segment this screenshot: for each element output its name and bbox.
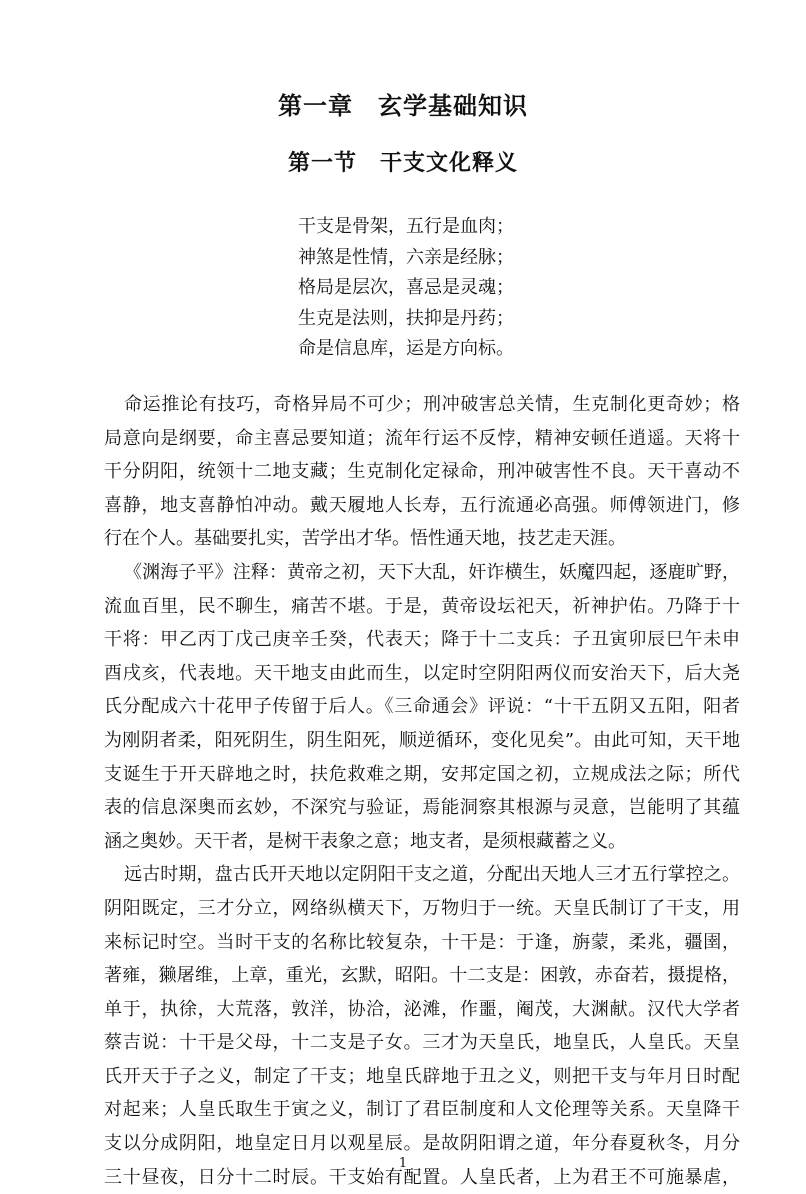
paragraph-line: 局意向是纲要，命主喜忌要知道；流年行运不反悖，精神安顿任逍遥。天将十	[104, 427, 740, 449]
paragraph-line: 《渊海子平》注释：黄帝之初，天下大乱，奸诈横生，妖魔四起，逐鹿旷野，	[124, 561, 740, 583]
paragraph-line: 流血百里，民不聊生，痛苦不堪。于是，黄帝设坛祀天，祈神护佑。乃降于十	[104, 595, 740, 617]
paragraph-line: 来标记时空。当时干支的名称比较复杂，十干是：于逢，旃蒙，柔兆，疆圉，	[104, 931, 740, 953]
paragraph-line: 三十昼夜，日分十二时辰。干支始有配置。人皇氏者，上为君王不可施暴虐，	[104, 1166, 740, 1188]
poem-line: 命是信息库，运是方向标。	[298, 338, 514, 359]
paragraph-line: 为刚阴者柔，阳死阴生，阴生阳死，顺逆循环，变化见矣”。由此可知，天干地	[104, 729, 740, 751]
poem-line: 格局是层次，喜忌是灵魂；	[298, 277, 514, 298]
poem-line: 神煞是性情，六亲是经脉；	[298, 246, 514, 268]
paragraph-line: 著雍，獭屠维，上章，重光，玄默，昭阳。十二支是：困敦，赤奋若，摄提格，	[104, 965, 740, 987]
poem-line: 干支是骨架，五行是血肉；	[298, 216, 514, 237]
paragraph-line: 酉戌亥，代表地。天干地支由此而生，以定时空阴阳两仪而安治天下，后大尧	[104, 662, 740, 684]
paragraph-line: 氏开天于子之义，制定了干支；地皇氏辟地于丑之义，则把干支与年月日时配	[104, 1065, 740, 1087]
poem-line: 生克是法则，扶抑是丹药；	[298, 307, 514, 329]
poem-block	[298, 212, 598, 365]
paragraph-line: 命运推论有技巧，奇格异局不可少；刑冲破害总关情，生克制化更奇妙；格	[124, 394, 740, 415]
paragraph-line: 干将：甲乙丙丁戊己庚辛壬癸，代表天；降于十二支兵：子丑寅卯辰巳午未申	[104, 629, 740, 651]
paragraph-line: 支以分成阴阳，地皇定日月以观星辰。是故阴阳谓之道，年分春夏秋冬，月分	[104, 1133, 740, 1155]
section-title: 第一节 干支文化释义	[287, 151, 518, 176]
paragraph-line: 涵之奥妙。天干者，是树干表象之意；地支者，是须根藏蓄之义。	[104, 830, 626, 852]
paragraph-line: 氏分配成六十花甲子传留于后人。《三命通会》评说：“十干五阴又五阳，阳者	[104, 696, 740, 718]
paragraph-line: 蔡吉说：十干是父母，十二支是子女。三才为天皇氏，地皇氏，人皇氏。天皇	[104, 1032, 740, 1054]
paragraph-line: 行在个人。基础要扎实，苦学出才华。悟性通天地，技艺走天涯。	[104, 528, 626, 550]
paragraph-line: 对起来；人皇氏取生于寅之义，制订了君臣制度和人文伦理等关系。天皇降干	[104, 1099, 740, 1121]
paragraph-line: 支诞生于开天辟地之时，扶危救难之期，安邦定国之初，立规成法之际；所代	[104, 763, 740, 785]
paragraph-line: 喜静，地支喜静怕冲动。戴天履地人长寿，五行流通必高强。师傅领进门，修	[104, 494, 740, 516]
paragraph-line: 远古时期，盘古氏开天地以定阴阳干支之道，分配出天地人三才五行掌控之。	[124, 864, 740, 886]
paragraph-line: 表的信息深奥而玄妙，不深究与验证，焉能洞察其根源与灵意，岂能明了其蕴	[104, 797, 740, 819]
page-number: 1	[398, 1156, 408, 1171]
body-text	[104, 388, 740, 1194]
paragraph-line: 阴阳既定，三才分立，网络纵横天下，万物归于一统。天皇氏制订了干支，用	[104, 897, 740, 919]
paragraph-line: 干分阴阳，统领十二地支藏；生克制化定禄命，刑冲破害性不良。天干喜动不	[104, 461, 740, 483]
chapter-title: 第一章 玄学基础知识	[278, 92, 528, 120]
paragraph-line: 单于，执徐，大荒落，敦洋，协洽，泌滩，作噩，阉茂，大渊献。汉代大学者	[104, 998, 740, 1020]
